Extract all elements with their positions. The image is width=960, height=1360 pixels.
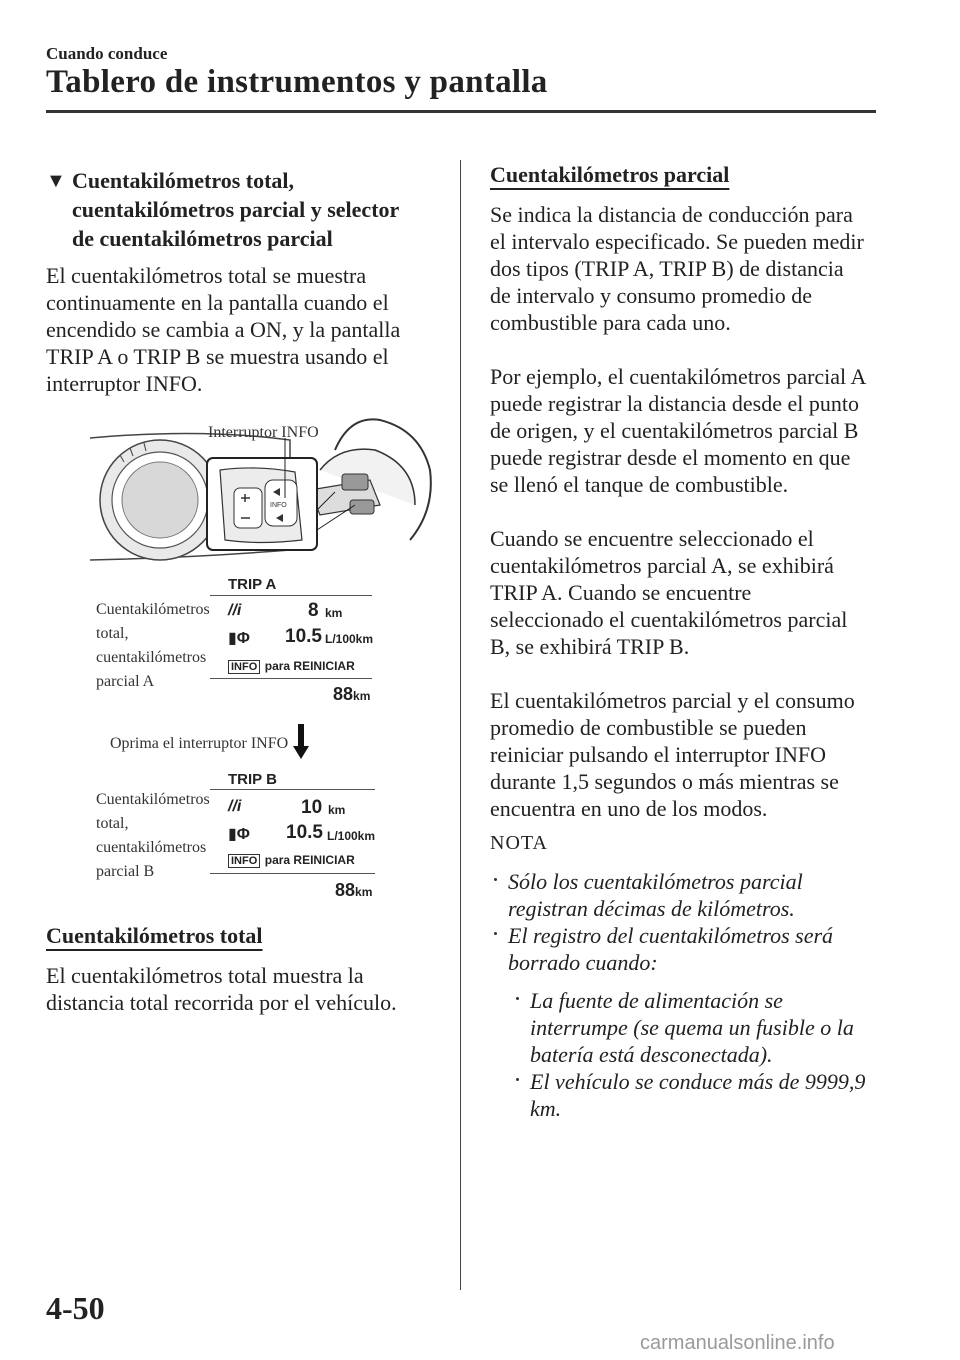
text-line: cuentakilómetros parcial A, se exhibirá <box>490 553 834 578</box>
section-label: Cuando conduce <box>46 44 168 63</box>
display-b-rule <box>210 789 375 790</box>
note-bullet <box>494 922 878 976</box>
text-line: El vehículo se conduce más de 9999,9 <box>530 1069 866 1094</box>
trip-meter-heading: Cuentakilómetros parcial <box>490 162 730 187</box>
reset-text: para REINICIAR <box>264 853 355 867</box>
triangle-marker-icon: ▼ <box>46 170 66 192</box>
text-line: B, se exhibirá TRIP B. <box>490 634 690 659</box>
text-line: se llenó el tanque de combustible. <box>490 472 789 497</box>
text-line: interruptor INFO. <box>46 371 203 396</box>
note-subbullet <box>516 1068 880 1122</box>
display-a-caption <box>96 598 210 694</box>
display-b-rule-bottom <box>210 873 375 874</box>
text-line: Se indica la distancia de conducción para <box>490 202 853 227</box>
odometer-a <box>333 684 370 705</box>
text-line: TRIP A o TRIP B se muestra usando el <box>46 344 389 369</box>
title-rule <box>46 110 876 113</box>
paragraph <box>490 363 890 498</box>
paragraph <box>490 525 890 660</box>
note-heading: NOTA <box>490 832 548 854</box>
info-badge: INFO <box>228 660 260 674</box>
text-line: de intervalo y consumo promedio de <box>490 283 812 308</box>
trip-a-consumption: 10.5 <box>285 626 322 647</box>
trip-b-label: TRIP B <box>228 771 277 788</box>
text-line: promedio de combustible se pueden <box>490 715 807 740</box>
text-line: el intervalo especificado. Se pueden medir <box>490 229 864 254</box>
left-heading <box>46 166 399 253</box>
text-line: El cuentakilómetros total se muestra <box>46 263 367 288</box>
caption-line: cuentakilómetros <box>96 649 207 666</box>
text-line: seleccionado el cuentakilómetros parcial <box>490 607 848 632</box>
info-switch-callout: Interruptor INFO <box>208 424 319 441</box>
info-badge: INFO <box>228 854 260 868</box>
trip-a-consumption-unit: L/100km <box>325 632 374 646</box>
display-a-rule-bottom <box>210 678 372 679</box>
text-line: borrado cuando: <box>508 950 658 975</box>
display-a-rule <box>210 595 372 596</box>
trip-b-consumption-unit: L/100km <box>327 829 376 843</box>
heading-line: de cuentakilómetros parcial <box>72 226 333 251</box>
text-line: durante 1,5 segundos o más mientras se <box>490 769 839 794</box>
text-line: reiniciar pulsando el interruptor INFO <box>490 742 827 767</box>
trip-a-reset <box>228 657 355 675</box>
reset-text: para REINICIAR <box>264 659 355 673</box>
caption-line: total, <box>96 815 129 832</box>
trip-b-consumption: 10.5 <box>286 822 323 843</box>
text-line: La fuente de alimentación se <box>530 988 783 1013</box>
caption-line: total, <box>96 625 129 642</box>
odometer-b-value: 88 <box>335 880 356 900</box>
text-line: Por ejemplo, el cuentakilómetros parcial A <box>490 364 867 389</box>
trip-distance-icon: //i <box>228 798 242 815</box>
bullet-dot-icon <box>516 1078 519 1081</box>
text-line: Sólo los cuentakilómetros parcial <box>508 869 803 894</box>
trip-b-distance: 10 <box>301 797 323 818</box>
trip-a-label: TRIP A <box>228 576 277 593</box>
total-odometer-heading: Cuentakilómetros total <box>46 923 263 948</box>
trip-b-reset <box>228 851 355 869</box>
odometer-a-value: 88 <box>333 684 354 704</box>
note-subbullet <box>516 987 880 1068</box>
odometer-b <box>335 880 372 901</box>
text-line: dos tipos (TRIP A, TRIP B) de distancia <box>490 256 844 281</box>
trip-distance-icon: //i <box>228 602 242 619</box>
intro-paragraph <box>46 262 446 397</box>
text-line: de origen, y el cuentakilómetros parcial B <box>490 418 859 443</box>
text-line: registran décimas de kilómetros. <box>508 896 795 921</box>
text-line: El cuentakilómetros total muestra la <box>46 963 364 988</box>
text-line: continuamente en la pantalla cuando el <box>46 290 389 315</box>
info-switch-label: INFO <box>270 502 287 509</box>
caption-line: Cuentakilómetros <box>96 601 210 618</box>
caption-line: cuentakilómetros <box>96 839 207 856</box>
text-line: encuentra en uno de los modos. <box>490 796 768 821</box>
text-line: distancia total recorrida por el vehículo. <box>46 990 397 1015</box>
heading-line: Cuentakilómetros total, <box>72 168 295 193</box>
text-line: km. <box>530 1096 562 1121</box>
trip-b-distance-unit: km <box>328 803 346 817</box>
arrow-down-icon <box>293 724 309 760</box>
text-line: encendido se cambia a ON, y la pantalla <box>46 317 401 342</box>
paragraph <box>490 687 890 822</box>
fuel-consumption-icon: ▮Φ <box>228 826 250 843</box>
heading-line: cuentakilómetros parcial y selector <box>72 197 400 222</box>
trip-a-distance: 8 <box>308 600 319 621</box>
column-divider <box>460 160 461 1290</box>
text-line: batería está desconectada). <box>530 1042 773 1067</box>
bullet-dot-icon <box>494 932 497 935</box>
text-line: El cuentakilómetros parcial y el consumo <box>490 688 855 713</box>
page-number: 4-50 <box>46 1290 105 1326</box>
text-line: combustible para cada uno. <box>490 310 731 335</box>
trip-a-distance-unit: km <box>325 606 343 620</box>
caption-line: parcial A <box>96 673 155 690</box>
paragraph <box>490 201 890 336</box>
page-title: Tablero de instrumentos y pantalla <box>46 64 548 100</box>
odometer-b-unit: km <box>355 885 373 899</box>
fuel-consumption-icon: ▮Φ <box>228 630 250 647</box>
text-line: interrumpe (se quema un fusible o la <box>530 1015 854 1040</box>
display-b-caption <box>96 788 210 884</box>
caption-line: parcial B <box>96 863 155 880</box>
caption-line: Cuentakilómetros <box>96 791 210 808</box>
watermark: carmanualsonline.info <box>640 1332 835 1354</box>
note-bullet <box>494 868 878 922</box>
total-odometer-paragraph <box>46 962 446 1016</box>
bullet-dot-icon <box>494 878 497 881</box>
odometer-a-unit: km <box>353 689 371 703</box>
text-line: puede registrar la distancia desde el punto <box>490 391 859 416</box>
text-line: El registro del cuentakilómetros será <box>508 923 834 948</box>
text-line: Cuando se encuentre seleccionado el <box>490 526 814 551</box>
text-line: puede registrar desde el momento en que <box>490 445 851 470</box>
press-info-label: Oprima el interruptor INFO <box>110 735 289 752</box>
bullet-dot-icon <box>516 997 519 1000</box>
text-line: TRIP A. Cuando se encuentre <box>490 580 752 605</box>
